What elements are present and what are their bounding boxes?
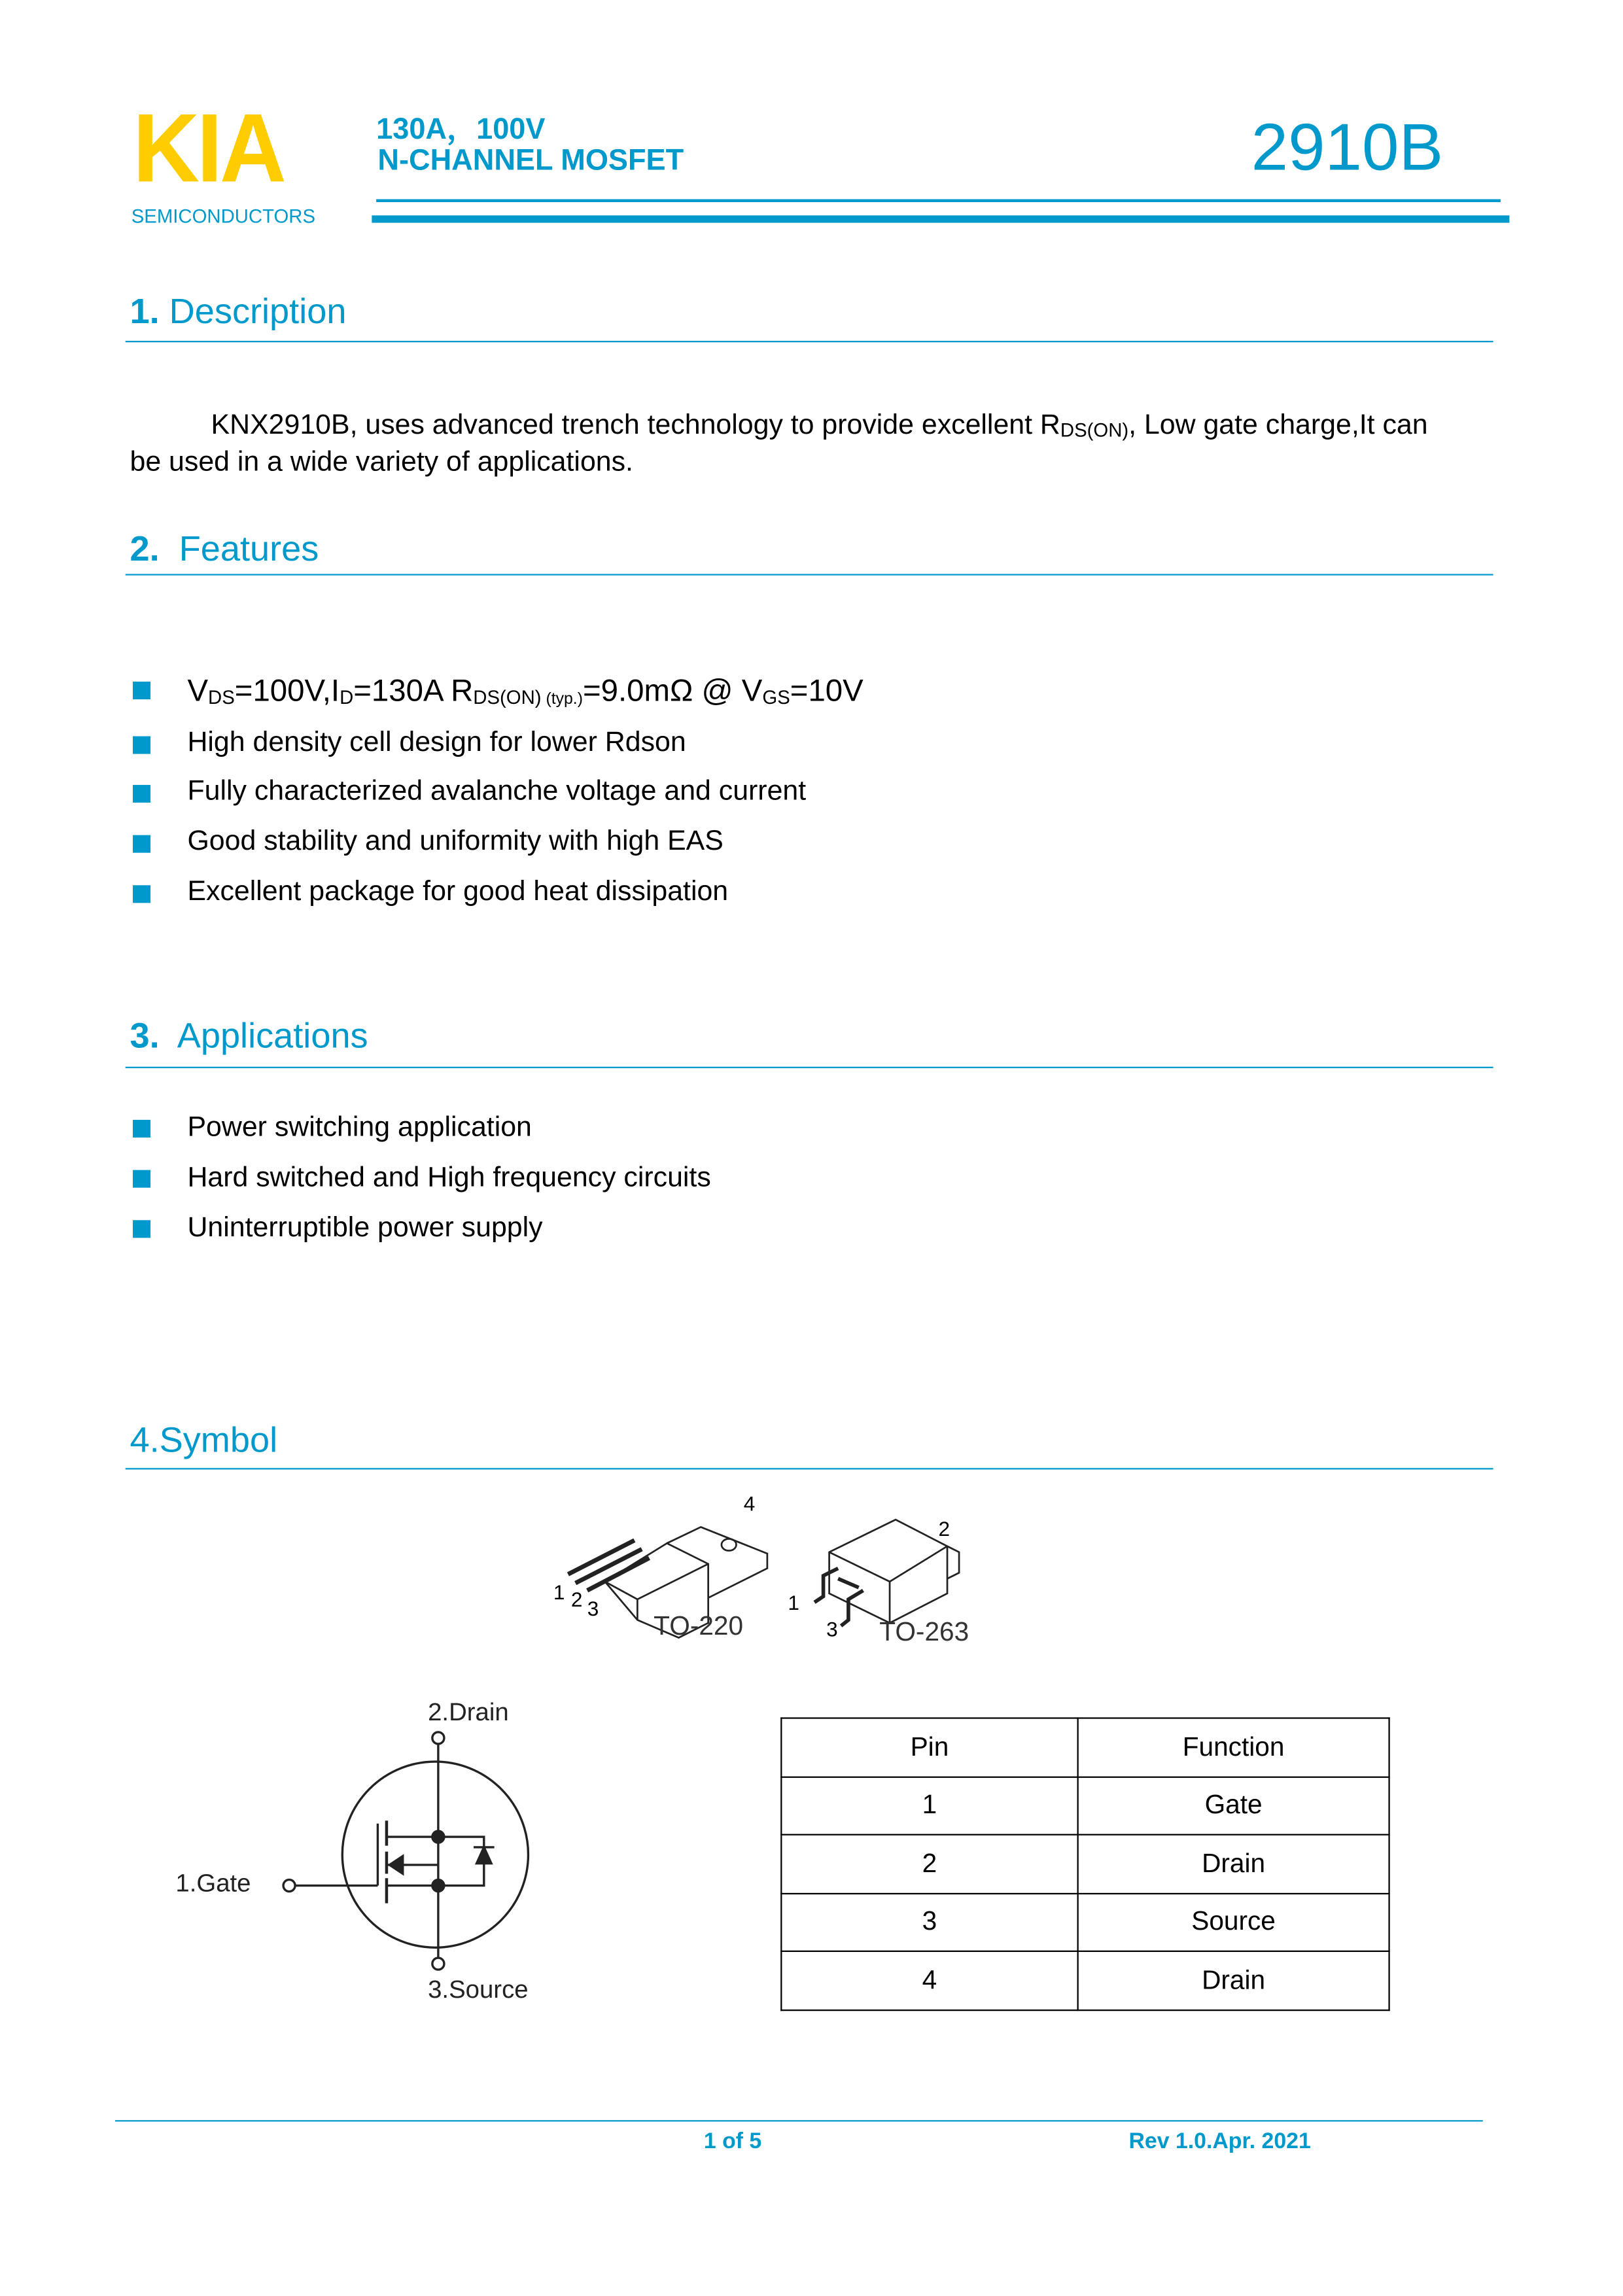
- section-number: 2.: [130, 529, 160, 570]
- pin-label: 1: [788, 1590, 800, 1614]
- section-divider: [126, 574, 1493, 575]
- section-title-applications: [130, 1017, 368, 1058]
- bullet-icon: [133, 1220, 150, 1238]
- text: KNX2910B, uses advanced trench technology to provide excellent R: [211, 410, 1060, 442]
- sub: DS(ON): [473, 686, 542, 708]
- pin-label: 3: [587, 1596, 599, 1620]
- application-item: Uninterruptible power supply: [187, 1213, 543, 1244]
- cell: Drain: [1078, 1951, 1389, 2009]
- section-label: Features: [179, 529, 319, 570]
- feature-item: High density cell design for lower Rdson: [187, 727, 686, 759]
- header-divider-thin: [376, 199, 1501, 201]
- logo-subtitle: SEMICONDUCTORS: [131, 205, 316, 228]
- header-divider-thick: [372, 215, 1509, 222]
- bullet-icon: [133, 682, 150, 699]
- header-cell: Function: [1078, 1718, 1389, 1777]
- feature-spec: [187, 674, 863, 710]
- header-cell: Pin: [781, 1718, 1077, 1777]
- pin-label: 2: [938, 1516, 951, 1540]
- table-row: [781, 1951, 1389, 2009]
- bullet-icon: [133, 1170, 150, 1188]
- description-text-2: be used in a wide variety of applications.: [130, 447, 633, 478]
- gate-label: 1.Gate: [175, 1869, 251, 1898]
- table-row: [781, 1893, 1389, 1951]
- sub: GS: [762, 686, 790, 708]
- application-item: Hard switched and High frequency circuits: [187, 1162, 711, 1194]
- feature-item: Fully characterized avalanche voltage and current: [187, 776, 807, 807]
- cell: Drain: [1078, 1835, 1389, 1893]
- pin-label: 1: [553, 1580, 565, 1604]
- section-divider: [126, 341, 1493, 342]
- section-divider: [126, 1468, 1493, 1469]
- package-name: TO-220: [654, 1611, 744, 1641]
- revision: Rev 1.0.Apr. 2021: [1128, 2129, 1311, 2155]
- section-label: Description: [169, 292, 347, 332]
- source-label: 3.Source: [428, 1975, 529, 2004]
- device-type: N-CHANNEL MOSFET: [377, 145, 684, 177]
- feature-item: Good stability and uniformity with high EAS: [187, 826, 724, 858]
- text: , Low gate charge,It can: [1128, 410, 1428, 442]
- t: V: [187, 674, 209, 708]
- subscript: DS(ON): [1060, 419, 1129, 442]
- footer-divider: [115, 2120, 1483, 2121]
- pin-function-table: [780, 1717, 1390, 2010]
- t: =10V: [790, 674, 864, 708]
- section-number: 3.: [130, 1017, 160, 1056]
- section-title-symbol: 4.Symbol: [130, 1421, 278, 1461]
- section-title-features: [130, 530, 319, 571]
- table-header-row: [781, 1718, 1389, 1777]
- page-number: 1 of 5: [703, 2129, 762, 2155]
- drain-label: 2.Drain: [428, 1698, 509, 1726]
- table-row: [781, 1777, 1389, 1835]
- bullet-icon: [133, 785, 150, 803]
- t: =130A R: [353, 674, 474, 708]
- feature-item: Excellent package for good heat dissipation: [187, 876, 729, 908]
- sub: DS: [208, 686, 235, 708]
- pin-label: 2: [570, 1587, 583, 1612]
- description-text: [211, 410, 1428, 443]
- sub: (typ.): [541, 690, 583, 708]
- t: =100V,I: [234, 674, 340, 708]
- cell: 2: [781, 1835, 1077, 1893]
- table-row: [781, 1835, 1389, 1893]
- section-title-description: [130, 292, 346, 334]
- section-number: 1.: [130, 292, 160, 332]
- kia-logo: KIA: [132, 93, 284, 203]
- bullet-icon: [133, 736, 150, 754]
- bullet-icon: [133, 1120, 150, 1138]
- application-item: Power switching application: [187, 1112, 532, 1144]
- bullet-icon: [133, 885, 150, 903]
- part-number: 2910B: [1251, 109, 1444, 184]
- cell: 4: [781, 1951, 1077, 2009]
- package-name: TO-263: [879, 1617, 969, 1647]
- mosfet-schematic-symbol: [266, 1726, 561, 1977]
- t: =9.0mΩ @ V: [582, 674, 763, 708]
- section-label: Applications: [177, 1017, 368, 1056]
- pin-label: 3: [826, 1617, 838, 1641]
- pin-label: 4: [743, 1491, 756, 1516]
- cell: 3: [781, 1893, 1077, 1951]
- cell: Source: [1078, 1893, 1389, 1951]
- cell: Gate: [1078, 1777, 1389, 1835]
- rating: 130A，100V: [376, 113, 546, 147]
- sub: D: [340, 686, 354, 708]
- cell: 1: [781, 1777, 1077, 1835]
- bullet-icon: [133, 835, 150, 853]
- section-divider: [126, 1067, 1493, 1068]
